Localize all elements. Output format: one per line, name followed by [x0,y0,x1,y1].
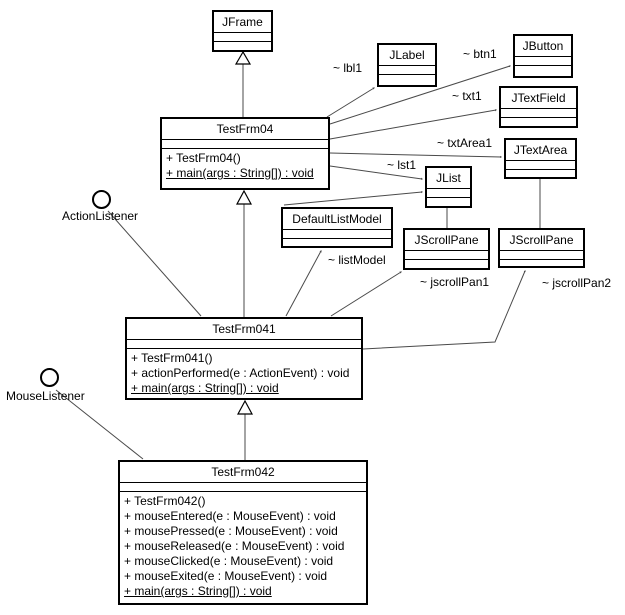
class-attrs-compartment [506,161,575,170]
class-title: TestFrm041 [127,319,361,340]
interface-lollipop-actionlistener[interactable] [92,190,111,209]
class-title: TestFrm04 [162,119,328,140]
class-attrs-compartment [405,251,488,260]
class-methods-compartment [500,260,583,266]
class-attrs-compartment [515,57,571,66]
class-attrs-compartment [427,189,470,198]
class-attrs-compartment [283,230,391,239]
method-item: + mouseReleased(e : MouseEvent) : void [124,539,345,553]
class-box-jtextarea[interactable] [504,138,577,179]
class-methods-compartment [162,149,328,188]
method-item: + TestFrm042() [124,494,206,508]
class-box-testfrm04[interactable] [160,117,330,190]
class-title: JFrame [214,12,271,33]
class-attrs-compartment [379,66,435,75]
class-methods-compartment [120,492,366,603]
class-title: JTextField [501,88,576,109]
class-attrs-compartment [501,109,576,118]
edge-assoc-lbl1 [327,88,374,117]
method-item: + actionPerformed(e : ActionEvent) : void [131,366,350,380]
method-item: + main(args : String[]) : void [124,584,272,598]
class-title: DefaultListModel [283,209,391,230]
class-methods-compartment [501,118,576,126]
class-methods-compartment [214,42,271,50]
class-title: JButton [515,36,571,57]
interface-label-mouselistener: MouseListener [6,389,85,403]
class-box-testfrm041[interactable] [125,317,363,400]
edge-label-lbl1: ~ lbl1 [333,61,363,75]
method-item: + mouseExited(e : MouseEvent) : void [124,569,328,583]
method-item: + main(args : String[]) : void [131,381,279,395]
class-box-jscrollpane1[interactable] [403,228,490,270]
method-item: + mouseClicked(e : MouseEvent) : void [124,554,334,568]
interface-label-actionlistener: ActionListener [62,209,139,223]
class-box-jscrollpane2[interactable] [498,228,585,268]
class-box-jbutton[interactable] [513,34,573,78]
edge-label-lst1: ~ lst1 [387,158,417,172]
inherit-triangle-testfrm041 [238,401,252,414]
edge-assoc-model-to-list [284,192,422,205]
class-methods-compartment [427,198,470,206]
edge-label-btn1: ~ btn1 [463,47,497,61]
class-box-jlist[interactable] [425,166,472,208]
class-title: JScrollPane [500,230,583,251]
interface-lollipop-mouselistener[interactable] [40,368,59,387]
class-title: TestFrm042 [120,462,366,483]
class-attrs-compartment [214,33,271,42]
edge-label-jscrollpan2: ~ jscrollPan2 [542,276,612,290]
edge-label-listmodel: ~ listModel [328,253,386,267]
class-methods-compartment [379,75,435,85]
class-attrs-compartment [120,483,366,492]
class-methods-compartment [506,170,575,177]
method-item: + mouseEntered(e : MouseEvent) : void [124,509,336,523]
class-attrs-compartment [500,251,583,260]
class-methods-compartment [405,260,488,268]
class-attrs-compartment [162,140,328,149]
class-methods-compartment [127,349,361,398]
method-item: + TestFrm04() [166,151,241,165]
class-box-testfrm042[interactable] [118,460,368,605]
edge-realize-actionlistener [108,211,201,316]
class-box-jlabel[interactable] [377,43,437,87]
class-title: JLabel [379,45,435,66]
class-title: JScrollPane [405,230,488,251]
edge-assoc-listmodel [286,251,321,316]
method-item: + main(args : String[]) : void [166,166,314,180]
class-box-jframe[interactable] [212,10,273,52]
class-methods-compartment [515,66,571,76]
class-title: JList [427,168,470,189]
class-box-defaultlistmodel[interactable] [281,207,393,248]
edge-label-jscrollpan1: ~ jscrollPan1 [420,275,490,289]
class-methods-compartment [283,239,391,246]
inherit-triangle-testfrm04 [237,191,251,204]
edge-assoc-txtarea1 [330,153,501,157]
edge-label-txt1: ~ txt1 [452,89,482,103]
method-item: + mousePressed(e : MouseEvent) : void [124,524,338,538]
edge-assoc-jscrollpan1 [331,272,401,316]
inherit-triangle-jframe [236,52,250,64]
class-attrs-compartment [127,340,361,349]
method-item: + TestFrm041() [131,351,213,365]
edge-assoc-txt1 [330,110,496,139]
edge-label-txtarea1: ~ txtArea1 [437,136,493,150]
class-box-jtextfield[interactable] [499,86,578,128]
class-title: JTextArea [506,140,575,161]
